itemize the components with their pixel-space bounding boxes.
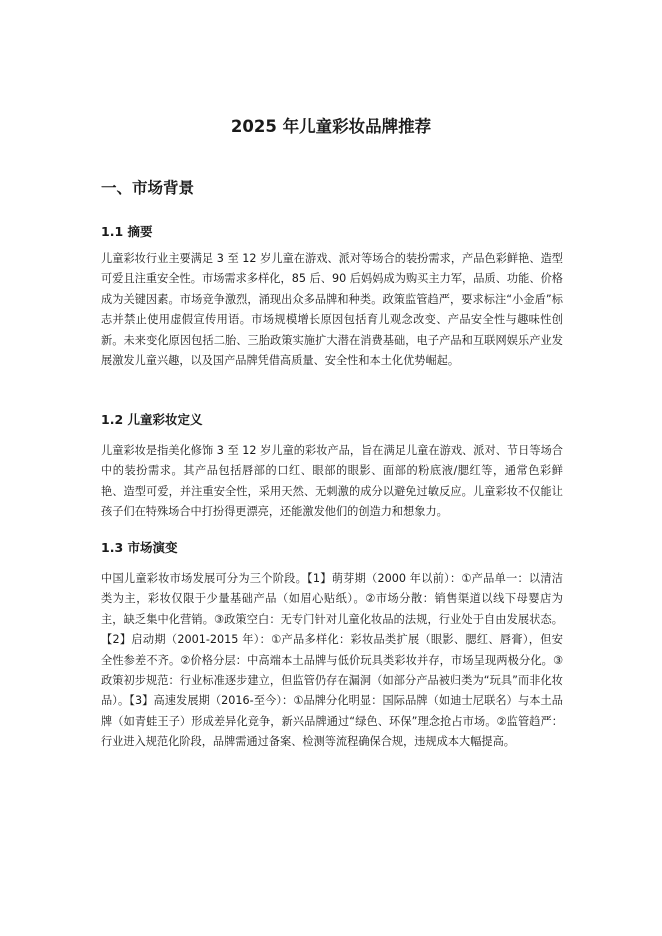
section-heading-market-background: 一、市场背景 bbox=[101, 179, 195, 197]
subsection-heading-definition: 1.2 儿童彩妆定义 bbox=[101, 412, 203, 427]
paragraph-market-evolution: 中国儿童彩妆市场发展可分为三个阶段。【1】萌芽期（2000 年以前）：①产品单一：以清洁类为主，彩妆仅限于少量基础产品（如眉心贴纸）。②市场分散：销售渠道以线下母婴店为主，缺乏集中化营销。③政策空白：无专门针对儿童化妆品的法规，行业处于自由发展状态。【2】启动期（2001-2015 年）：①产品多样化：彩妆品类扩展（眼影、腮红、唇膏），但安全性参差不齐。②价格分层：中高端本土品牌与低价玩具类彩妆并存，市场呈现两极分化。③政策初步规范：行业标准逐步建立，但监管仍存在漏洞（如部分产品被归类为“玩具”而非化妆品）。【3】高速发展期（2016-至今）：①品牌分化明显：国际品牌（如迪士尼联名）与本土品牌（如青蛙王子）形成差异化竞争，新兴品牌通过“绿色、环保”理念抢占市场。②监管趋严：行业进入规范化阶段，品牌需通过备案、检测等流程确保合规，违规成本大幅提高。 bbox=[101, 572, 563, 749]
subsection-heading-market-evolution: 1.3 市场演变 bbox=[101, 540, 178, 555]
document-title: 2025 年儿童彩妆品牌推荐 bbox=[230, 117, 432, 136]
paragraph-summary: 儿童彩妆行业主要满足 3 至 12 岁儿童在游戏、派对等场合的装扮需求，产品色彩鲜艳、造型可爱且注重安全性。市场需求多样化，85 后、90 后妈妈成为购买主力军，品质、功能、价格成为关键因素。市场竞争激烈，涌现出众多品牌和种类。政策监管趋严，要求标注“小金盾”标志并禁止使用虚假宣传用语。市场规模增长原因包括育儿观念改变、产品安全性与趣味性创新。未来变化原因包括二胎、三胎政策实施扩大潜在消费基础，电子产品和互联网娱乐产业发展激发儿童兴趣，以及国产品牌凭借高质量、安全性和本土化优势崛起。 bbox=[101, 252, 563, 368]
subsection-heading-summary: 1.1 摘要 bbox=[101, 224, 153, 239]
paragraph-definition: 儿童彩妆是指美化修饰 3 至 12 岁儿童的彩妆产品，旨在满足儿童在游戏、派对、节日等场合中的装扮需求。其产品包括唇部的口红、眼部的眼影、面部的粉底液/腮红等，通常色彩鲜艳、造型可爱，并注重安全性，采用天然、无刺激的成分以避免过敏反应。儿童彩妆不仅能让孩子们在特殊场合中打扮得更漂亮，还能激发他们的创造力和想象力。 bbox=[101, 444, 563, 519]
